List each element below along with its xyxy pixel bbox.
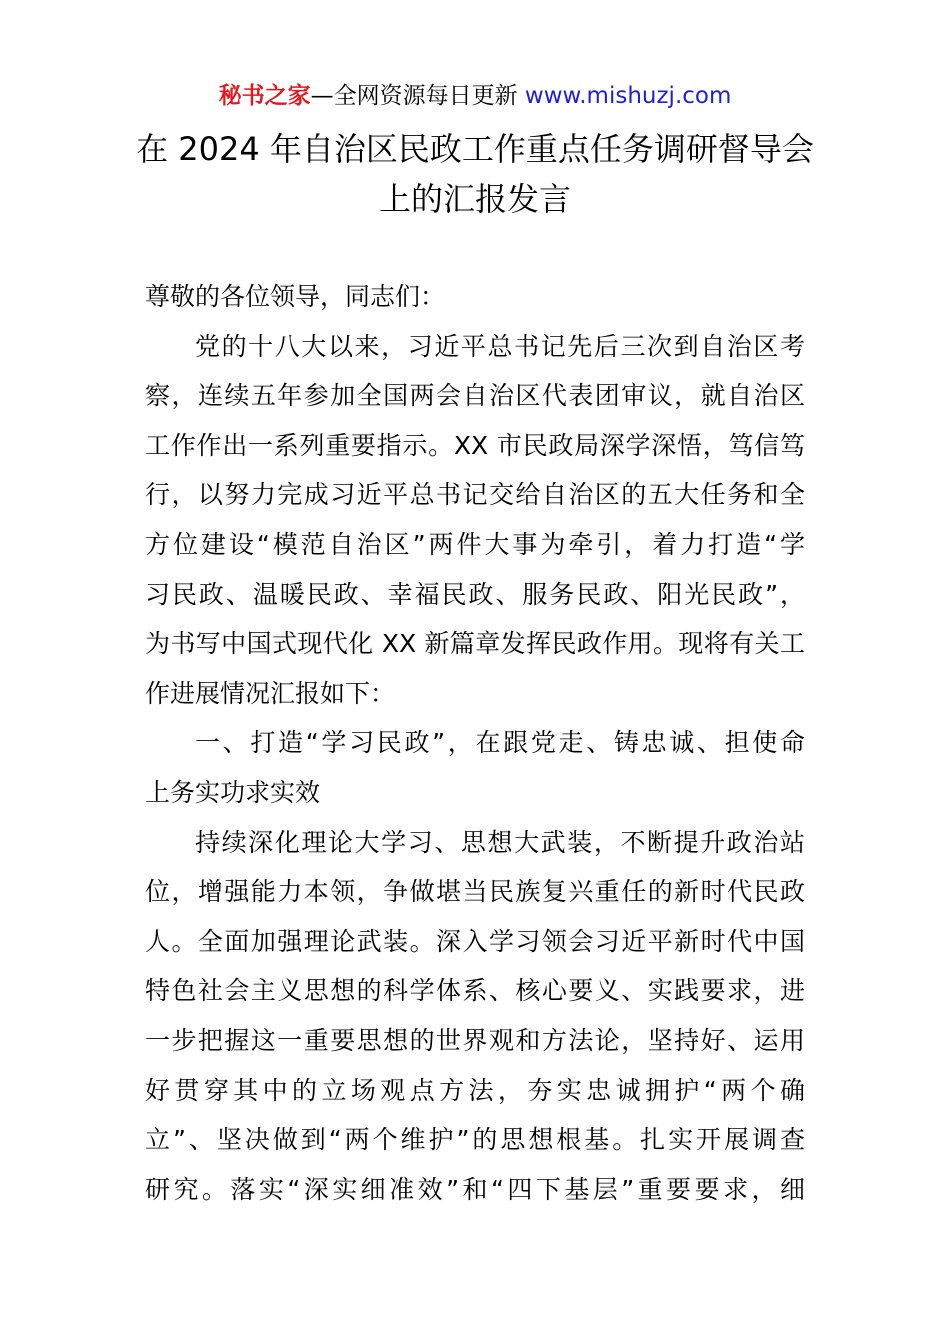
paragraph-line: 习民政、温暖民政、幸福民政、服务民政、阳光民政”， xyxy=(145,579,805,609)
salutation: 尊敬的各位领导，同志们： xyxy=(145,282,446,311)
paragraph-line: 察，连续五年参加全国两会自治区代表团审议，就自治区 xyxy=(145,381,805,411)
paragraph-line: 立”、坚决做到“两个维护”的思想根基。扎实开展调查 xyxy=(145,1125,805,1155)
document-title xyxy=(100,124,850,224)
site-header xyxy=(0,80,950,112)
paragraph-line: 位，增强能力本领，争做堪当民族复兴重任的新时代民政 xyxy=(145,877,805,907)
paragraph-line: 方位建设“模范自治区”两件大事为牵引，着力打造“学 xyxy=(145,529,805,559)
site-slogan: —全网资源每日更新 xyxy=(310,83,518,109)
paragraph-line: 作进展情况汇报如下： xyxy=(145,678,396,708)
brand-name: 秘书之家 xyxy=(218,83,311,109)
paragraph-line: 人。全面加强理论武装。深入学习领会习近平新时代中国 xyxy=(145,926,805,956)
section-heading-line: 上务实功求实效 xyxy=(145,777,321,807)
paragraph-line: 为书写中国式现代化 XX 新篇章发挥民政作用。现将有关工 xyxy=(145,629,805,659)
title-line-2: 上的汇报发言 xyxy=(378,180,571,218)
site-url[interactable]: www.mishuzj.com xyxy=(524,83,732,109)
section-heading-line: 一、打造“学习民政”，在跟党走、铸忠诚、担使命 xyxy=(195,728,805,758)
paragraph-line: 工作作出一系列重要指示。XX 市民政局深学深悟，笃信笃 xyxy=(145,430,805,460)
paragraph-line: 好贯穿其中的立场观点方法，夯实忠诚拥护“两个确 xyxy=(145,1075,805,1105)
document-body xyxy=(145,272,805,1214)
paragraph-line: 一步把握这一重要思想的世界观和方法论，坚持好、运用 xyxy=(145,1025,805,1055)
paragraph-line: 党的十八大以来，习近平总书记先后三次到自治区考 xyxy=(195,331,805,361)
paragraph-line: 特色社会主义思想的科学体系、核心要义、实践要求，进 xyxy=(145,976,805,1006)
paragraph-line: 研究。落实“深实细准效”和“四下基层”重要要求，细 xyxy=(145,1174,805,1204)
paragraph-line: 持续深化理论大学习、思想大武装，不断提升政治站 xyxy=(195,827,805,857)
paragraph-line: 行，以努力完成习近平总书记交给自治区的五大任务和全 xyxy=(145,480,805,510)
title-line-1: 在 2024 年自治区民政工作重点任务调研督导会 xyxy=(136,130,814,168)
